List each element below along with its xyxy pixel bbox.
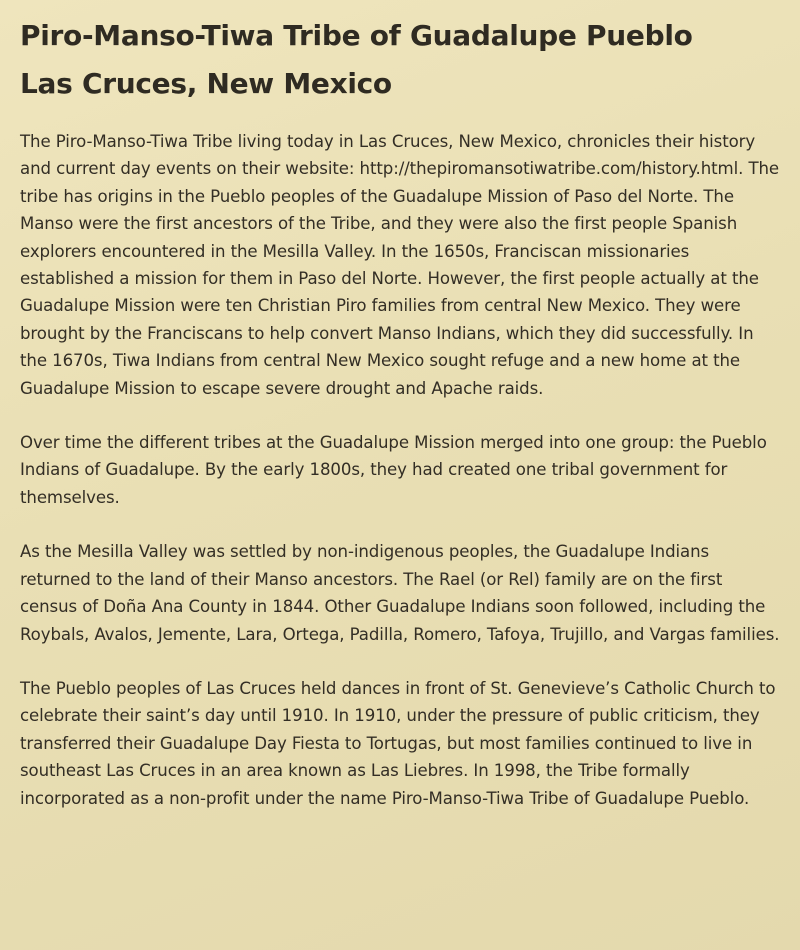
paragraph-tribes-merged: Over time the different tribes at the Guadalupe Mission merged into one group: the Pueblo Indians of Guadalupe. By the early 1800s, they had created one tribal government for themselves. [20,433,767,507]
paragraph-mesilla-valley: As the Mesilla Valley was settled by non-indigenous peoples, the Guadalupe Indians returned to the land of their Manso ancestors. The Rael (or Rel) family are on the first census of Doña Ana County in 1844. Other Guadalupe Indians soon followed, including the Roybals, Avalos, Jemente, Lara, Ortega, Padilla, Romero, Tafoya, Trujillo, and Vargas families. [20,542,780,644]
paragraph-las-cruces-dances: The Pueblo peoples of Las Cruces held dances in front of St. Genevieve’s Catholic Church to celebrate their saint’s day until 1910. In 1910, under the pressure of public criticism, they transferred their Guadalupe Day Fiesta to Tortugas, but most families continued to live in southeast Las Cruces in an area known as Las Liebres. In 1998, the Tribe formally incorporated as a non-profit under the name Piro-Manso-Tiwa Tribe of Guadalupe Pueblo. [20,678,776,808]
title-line-1: Piro-Manso-Tiwa Tribe of Guadalupe Pueblo [20,19,693,52]
paragraph-history-origins: The Piro-Manso-Tiwa Tribe living today in Las Cruces, New Mexico, chronicles their history and current day events on their website: http://thepiromansotiwatribe.com/history.html. The tribe has origins in the Pueblo peoples of the Guadalupe Mission of Paso del Norte. The Manso were the first ancestors of the Tribe, and they were also the first people Spanish explorers encountered in the Mesilla Valley. In the 1650s, Franciscan missionaries established a mission for them in Paso del Norte. However, the first people actually at the Guadalupe Mission were ten Christian Piro families from central New Mexico. They were brought by the Franciscans to help convert Manso Indians, which they did successfully. In the 1670s, Tiwa Indians from central New Mexico sought refuge and a new home at the Guadalupe Mission to escape severe drought and Apache raids. [20,132,780,398]
title-line-2: Las Cruces, New Mexico [20,67,392,100]
placard-title [20,12,780,108]
placard-body [20,128,780,812]
